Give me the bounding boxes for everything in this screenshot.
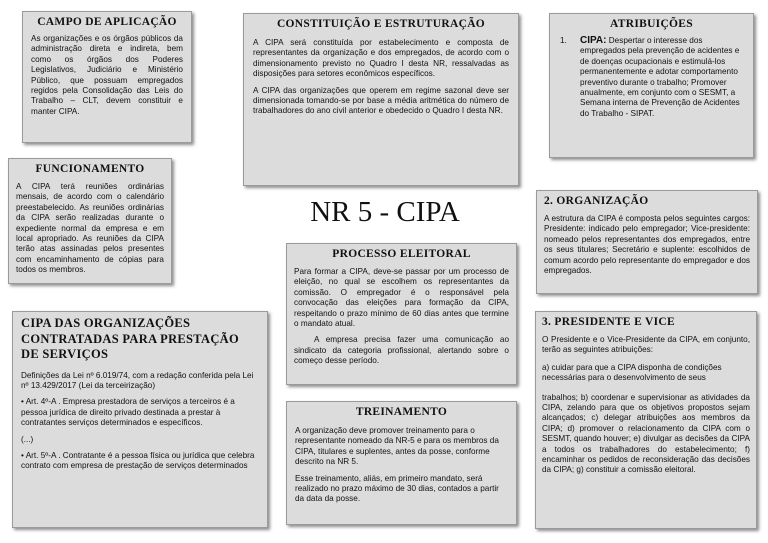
presidente-p2: a) cuidar para que a CIPA disponha de condições necessárias para o desenvolvimento de seus bbox=[542, 362, 722, 383]
constituicao-card bbox=[243, 13, 519, 186]
treinamento-p1: A organização deve promover treinamento para o representante nomeado da NR-5 e para os membros da CIPA, titulares e suplentes, antes da posse, conforme descrito na NR 5. bbox=[295, 426, 499, 467]
contratadas-p4: • Art. 5º-A . Contratante é a pessoa física ou jurídica que celebra contrato com empresa de prestação de serviços determinados bbox=[21, 450, 255, 471]
atribuicoes-item-body: Despertar o interesse dos empregados pela prevenção de acidentes e de doenças ocupacionais e estimulá-los permanentemente e adotar comportamento preventivo durante o trabalho; Promover anualmente, em conjunto com o SESMT, a Semana interna de Prevenção de Acidentes do Trabalho - SIPAT. bbox=[580, 36, 740, 118]
contratadas-p2: • Art. 4º-A . Empresa prestadora de serviços a terceiros é a pessoa jurídica de direito privado destinada a prestar à contratantes serviços determinados e específicos. bbox=[21, 397, 235, 428]
constituicao-p1: A CIPA será constituída por estabelecimento e composta de representantes da organização e dos empregados, de acordo com o dimensionamento previsto no Quadro I desta NR, ressalvadas as disposições para setores econômicos específicos. bbox=[253, 38, 509, 79]
atribuicoes-card bbox=[549, 13, 754, 158]
funcionamento-card bbox=[8, 158, 172, 284]
contratadas-p1: Definições da Lei nº 6.019/74, com a redação conferida pela Lei nº 13.429/2017 (Lei da terceirização) bbox=[21, 370, 254, 390]
treinamento-card bbox=[286, 401, 517, 525]
campo-de-aplicacao-card bbox=[22, 11, 192, 143]
processo-eleitoral-card bbox=[286, 243, 517, 385]
funcionamento-text: A CIPA terá reuniões ordinárias mensais, de acordo com o calendário preestabelecido. As reuniões ordinárias da CIPA serão realizadas durante o expediente normal da empresa e em local apropriado. As reuniões da CIPA terão atas assinadas pelos presentes com encaminhamento de cópias para todos os membros. bbox=[16, 182, 164, 275]
processo-p2: A empresa precisa fazer uma comunicação ao sindicato da categoria profissional, alertando sobre o começo desse período. bbox=[294, 335, 509, 366]
constituicao-p2: A CIPA das organizações que operem em regime sazonal deve ser dimensionada tomando-se por base a média aritmética do número de trabalhadores do ano civil anterior e obedecido o Quadro I desta NR. bbox=[253, 85, 509, 116]
atribuicoes-item-strong: CIPA: bbox=[580, 35, 607, 46]
contratadas-card bbox=[12, 311, 268, 528]
processo-title: PROCESSO ELEITORAL bbox=[332, 248, 471, 260]
atribuicoes-item-number: 1. bbox=[560, 36, 567, 45]
funcionamento-title: FUNCIONAMENTO bbox=[35, 163, 145, 175]
processo-p1: Para formar a CIPA, deve-se passar por um processo de eleição, no qual se escolhem os representantes da comissão. O empregador é o responsável pela convocação das eleições para formação da CIPA, respeitando o prazo mínimo de 60 dias antes que termine o mandato atual. bbox=[294, 267, 509, 329]
campo-text: As organizações e os órgãos públicos da administração direta e indireta, bem como os órgãos dos Poderes Legislativos, Judiciário e Ministério Público, que possuam empregados regidos pela Consolidação das Leis do Trabalho – CLT, devem constituir e manter CIPA. bbox=[31, 34, 183, 116]
presidente-p3: trabalhos; b) coordenar e supervisionar as atividades da CIPA, zelando para que os objetivos propostos sejam alcançados; c) delegar atribuições aos membros da CIPA; d) promover o relacionamento da CIPA com o SESMT, quando houver; e) divulgar as decisões da CIPA a todos os trabalhadores do estabelecimento; f) encaminhar os pedidos de reconsideração das decisões da CIPA; g) constituir a comissão eleitoral. bbox=[542, 392, 750, 475]
organizacao-title: 2. ORGANIZAÇÃO bbox=[544, 195, 649, 207]
atribuicoes-item bbox=[558, 36, 745, 119]
organizacao-text: A estrutura da CIPA é composta pelos seguintes cargos: Presidente: indicado pelo empregador; Vice-presidente: nomeado pelos representantes dos empregados, entre os seus titulares; Secretário e suplente: escolhidos de comum acordo pelo representante do empregador e dos empregados. bbox=[544, 214, 750, 276]
constituicao-title: CONSTITUIÇÃO E ESTRUTURAÇÃO bbox=[276, 18, 486, 30]
organizacao-card bbox=[536, 190, 758, 294]
atribuicoes-item-text bbox=[580, 36, 745, 119]
presidente-title: 3. PRESIDENTE E VICE bbox=[542, 316, 675, 328]
presidente-card bbox=[535, 311, 757, 529]
treinamento-p2: Esse treinamento, aliás, em primeiro mandato, será realizado no prazo máximo de 30 dias, contados a partir da data da posse. bbox=[295, 473, 499, 504]
contratadas-title: CIPA DAS ORGANIZAÇÕES CONTRATADAS PARA PRESTAÇÃO DE SERVIÇOS bbox=[21, 316, 239, 361]
presidente-p1: O Presidente e o Vice-Presidente da CIPA, em conjunto, terão as seguintes atribuições: bbox=[542, 335, 750, 355]
campo-title: CAMPO DE APLICAÇÃO bbox=[37, 16, 177, 28]
main-title: NR 5 - CIPA bbox=[310, 196, 460, 228]
atribuicoes-title: ATRIBUIÇÕES bbox=[610, 18, 693, 30]
treinamento-title: TREINAMENTO bbox=[355, 406, 448, 418]
contratadas-p3: (...) bbox=[21, 434, 34, 444]
